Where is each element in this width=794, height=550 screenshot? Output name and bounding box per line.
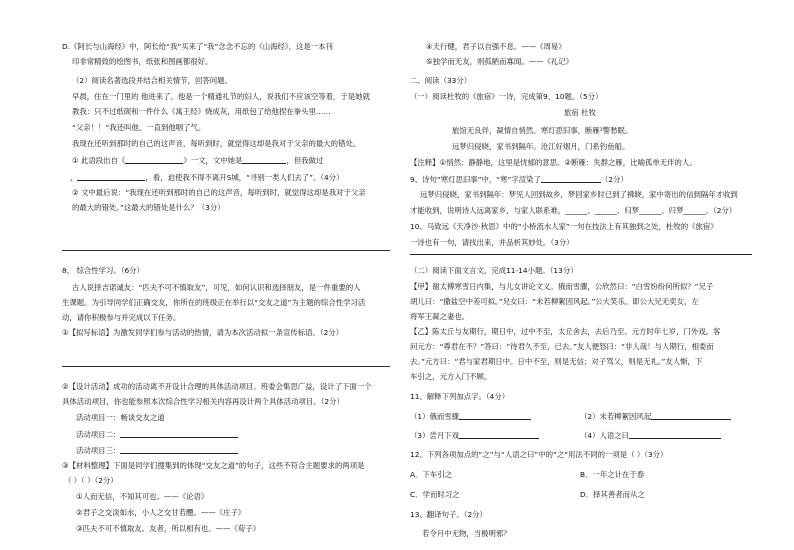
text-yi-2: 问元方：“尊君在不？”答曰：“待君久不至，已去。”友人便怒曰：“非人哉！与人期行，相委而 bbox=[410, 342, 714, 351]
answer-line[interactable] bbox=[62, 366, 390, 367]
section-2-2-title: （二）阅读下面文言文，完成11-14小题。（13分） bbox=[410, 266, 578, 275]
q11-3: （3）尝月下戏 bbox=[410, 430, 539, 441]
text-jia-2: 胡儿曰：“撒盐空中差可拟。”兄女曰：“未若柳絮因风起。”公大笑乐。即公大兄无奕女，左 bbox=[410, 297, 699, 306]
quote-1: ①人而无信，不知其可也。——《论语》 bbox=[76, 492, 209, 501]
q2-2-line-2: 的最大的错处。”这最大的错处是什么？（3分） bbox=[72, 203, 225, 212]
q8-title: 8、 综合性学习。（6分） bbox=[62, 266, 144, 275]
answer-line[interactable] bbox=[62, 250, 390, 251]
quote-4: ④天行健，君子以自强不息。——《周易》 bbox=[426, 42, 566, 51]
quote-2: ②君子之交淡如水，小人之交甘若醴。——《庄子》 bbox=[76, 508, 246, 517]
q9-line: 9、诗句“寒灯思旧事”中，“寒”字渲染了 （2分） bbox=[410, 175, 628, 184]
q8-3-line-1: ③【材料整理】下面是同学们搜集到的体现“交友之道”的句子，这些不符合主题要求的两项是 bbox=[62, 461, 365, 470]
q11-title: 11、解释下列加点字。（4分） bbox=[410, 392, 510, 401]
answer-blank[interactable] bbox=[651, 411, 731, 420]
option-d-cont: 印非常精致的绘图书，纸张和图画都很好。 bbox=[72, 57, 213, 66]
answer-blank[interactable] bbox=[459, 411, 531, 420]
text-jia-1: 【甲】谢太傅寒雪日内集，与儿女讲论文义。俄而雪骤，公欣然曰：“白雪纷纷何所似？”兄子 bbox=[410, 282, 714, 291]
poem-line-2: 远梦归侵晓，家书到隔年。沧江好烟月，门系钓鱼船。 bbox=[452, 142, 630, 151]
section-2-title: 二、阅读（33分） bbox=[410, 76, 472, 85]
answer-blank[interactable] bbox=[242, 155, 286, 164]
q11-1: （1）俄而雪骤 bbox=[410, 411, 531, 422]
q13-title: 13、翻译句子。（2分） bbox=[410, 510, 487, 519]
q8-3-line-2: （ ）（ ）（2分） bbox=[64, 476, 118, 485]
q13-sentence: 若令月中无物，当极明邪？ bbox=[422, 529, 511, 538]
q11-2: （2）未若柳絮因风起 bbox=[580, 411, 731, 422]
passage-line-2: 教我：只不过纸砚和一件什么《寓王经》烧成灰，用纸包了给他捏在拳头里…… bbox=[72, 107, 331, 116]
q10-line-1: 10、马致远《天净沙·秋思》中的“小桥流水人家”一句在技法上有其独到之处，杜牧的《旅宿》 bbox=[410, 222, 718, 231]
option-d: D.《阿长与山海经》中，阿长给“我”买来了“我”念念不忘的《山海经》，这是一本刊 bbox=[62, 42, 333, 51]
poem-note: 【注释】①悄然：静静地，这里是忧郁的意思。②断雁：失群之雁，比喻孤单无伴的人。 bbox=[410, 158, 697, 167]
activity-3: 活动项目三： bbox=[76, 445, 238, 456]
q2-2-line-1: ② 文中最后说：“我现在还听到那时的自己的这声音，每听到时，就觉得这却是我对于父亲 bbox=[72, 188, 366, 197]
q11-4: （4）人语之曰 bbox=[580, 430, 721, 441]
answer-blank[interactable] bbox=[125, 155, 183, 164]
q2-intro: （2）阅读名著选段并结合相关情节，回答问题。 bbox=[72, 76, 232, 85]
poem-line-1: 旅馆无良伴，凝情自悄然。寒灯思旧事，断雁²警愁眠。 bbox=[452, 126, 633, 135]
text-yi-1: 【乙】陈太丘与友期行，期日中，过中不至，太丘舍去，去后乃至。元方时年七岁，门外戏。客 bbox=[410, 327, 721, 336]
q12-option-c[interactable]: C．学而时习之 bbox=[410, 490, 460, 499]
answer-blank[interactable] bbox=[629, 430, 721, 439]
text-jia-3: 将军王凝之妻也。 bbox=[410, 312, 470, 321]
text-yi-4: 车引之，元方入门不顾。 bbox=[410, 372, 492, 381]
q8-para-2: 生课题。为引导同学们正确交友，你所在的班级正在举行以“交友之道”为主题的综合性学习活 bbox=[62, 298, 366, 307]
passage-line-1: 早晨，住在一门里的 他进来了。他是一个精通礼节的妇人，说我们不应该空等着，于是她就 bbox=[72, 92, 370, 101]
q8-2-line-1: ②【设计活动】成功的活动离不开设计合理的具体活动项目。班委会集思广益，设计了下面一个 bbox=[62, 382, 372, 391]
q8-1: ①【拟写标语】为激发同学们参与活动的热情，请为本次活动拟一条宣传标语。（2分） bbox=[62, 328, 344, 337]
q9-line-3: 才能收到，说明诗人远离家乡，与家人联系难，______、______、归梦______、归梦______。（2分） bbox=[410, 206, 737, 215]
q12-option-a[interactable]: A．下车引之 bbox=[410, 470, 453, 479]
q9-line-2: 远梦归侵晓，家书到隔年：梦见人回到故乡，梦回家乡时已到了拂晓，家中寄出的信到隔年才收到 bbox=[420, 190, 738, 199]
activity-1: 活动项目一：畅谈交友之道 bbox=[76, 413, 165, 422]
answer-blank[interactable] bbox=[120, 445, 238, 454]
text-yi-3: 去。”元方曰：“君与家君期日中。日中不至，则是无信；对子骂父，则是无礼。”友人惭，下 bbox=[410, 357, 703, 366]
q2-1-line-2: ， ，看，迫使我不得不离开S城，“寻别一类人们去了”。（4分） bbox=[70, 173, 344, 182]
quote-5: ⑤独学而无友，则孤陋而寡闻。——《礼记》 bbox=[426, 57, 574, 66]
answer-line[interactable] bbox=[410, 254, 752, 255]
activity-2: 活动项目二： bbox=[76, 429, 238, 440]
passage-line-3: “父亲！！”我还叫他，一直到他咽了气。 bbox=[72, 123, 206, 132]
q10-line-2: 一诗也有一句，请找出来，并品析其妙处。（3分） bbox=[410, 238, 574, 247]
q12-title: 12、下列各项加点的“之”与“人语之曰”中的“之”用法不同的一项是（ ）（3分） bbox=[410, 450, 668, 459]
section-2-1-title: （一）阅读杜牧的《旅宿》一诗，完成第9、10题。（5分） bbox=[410, 92, 603, 101]
q12-option-b[interactable]: B．一年之计在于春 bbox=[580, 470, 645, 479]
poem-title: 旅宿 杜牧 bbox=[564, 108, 596, 117]
q2-1-line: ① 此语段出自《 》一文，文中她是 ，但我做过 bbox=[72, 156, 324, 165]
q8-para-1: 古人说择吉诺诚友：“匹夫不可不慎取友”，可见，如何认识和选择朋友，是一件重要的人 bbox=[72, 283, 361, 292]
answer-blank[interactable] bbox=[459, 430, 539, 439]
quote-3: ③匹夫不可不慎取友。友者，所以相有也。——《荀子》 bbox=[76, 524, 261, 533]
answer-blank[interactable] bbox=[541, 174, 601, 183]
answer-blank[interactable] bbox=[77, 172, 145, 181]
q8-2-line-2: 具体活动项目，你也能参照本次综合性学习相关内容再设计两个具体活动项目。（2分） bbox=[62, 397, 344, 406]
passage-line-4: 我现在还听到那时的自己的这声音，每听到时，就觉得这却是我对于父亲的最大的错处。 bbox=[72, 139, 361, 148]
answer-blank[interactable] bbox=[120, 429, 238, 438]
q8-para-3: 动，请你积极参与并完成以下任务。 bbox=[62, 313, 181, 322]
q12-option-d[interactable]: D．择其善者而从之 bbox=[580, 490, 645, 499]
